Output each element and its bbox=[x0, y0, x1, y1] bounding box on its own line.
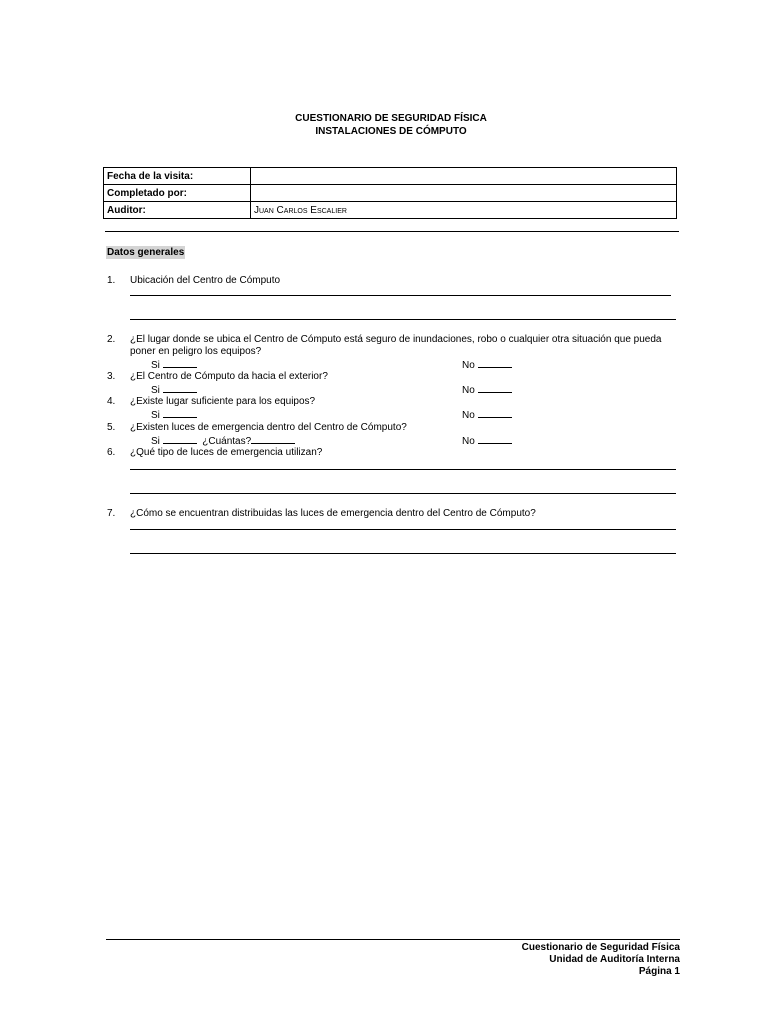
section-title: Datos generales bbox=[107, 247, 185, 258]
si-label: Si bbox=[151, 436, 160, 447]
question-text: ¿El lugar donde se ubica el Centro de Cómputo está seguro de inundaciones, robo o cualquier otra situación que pueda bbox=[130, 334, 662, 345]
document-title-line1: CUESTIONARIO DE SEGURIDAD FÍSICA bbox=[295, 113, 487, 124]
question-text: ¿Existe lugar suficiente para los equipos? bbox=[130, 396, 316, 407]
completed-by-label: Completado por: bbox=[104, 185, 251, 202]
footer-divider bbox=[106, 939, 680, 940]
document-title-line2: INSTALACIONES DE CÓMPUTO bbox=[315, 126, 467, 137]
question-number: 3. bbox=[107, 371, 116, 382]
answer-line[interactable] bbox=[130, 529, 676, 530]
si-blank[interactable] bbox=[163, 408, 197, 418]
answer-no[interactable] bbox=[462, 383, 512, 397]
footer-document-name: Cuestionario de Seguridad Física bbox=[521, 942, 680, 953]
table-row bbox=[104, 202, 677, 219]
table-row bbox=[104, 168, 677, 185]
no-blank[interactable] bbox=[478, 383, 512, 393]
table-row bbox=[104, 185, 677, 202]
si-label: Si bbox=[151, 360, 160, 371]
visit-info-table bbox=[103, 167, 677, 219]
answer-line[interactable] bbox=[130, 553, 676, 554]
no-blank[interactable] bbox=[478, 408, 512, 418]
si-blank[interactable] bbox=[163, 383, 197, 393]
question-text: Ubicación del Centro de Cómputo bbox=[130, 275, 281, 286]
question-text: ¿El Centro de Cómputo da hacia el exterior? bbox=[130, 371, 328, 382]
no-label: No bbox=[462, 385, 475, 396]
answer-line[interactable] bbox=[130, 319, 676, 320]
answer-no[interactable] bbox=[462, 358, 512, 372]
si-label: Si bbox=[151, 385, 160, 396]
question-number: 7. bbox=[107, 508, 116, 519]
question-number: 6. bbox=[107, 447, 116, 458]
header-divider bbox=[105, 231, 679, 232]
visit-date-label: Fecha de la visita: bbox=[104, 168, 251, 185]
question-text: ¿Existen luces de emergencia dentro del Centro de Cómputo? bbox=[130, 422, 407, 433]
answer-line[interactable] bbox=[130, 493, 676, 494]
auditor-label: Auditor: bbox=[104, 202, 251, 219]
answer-no[interactable] bbox=[462, 408, 512, 422]
cuantas-label: ¿Cuántas? bbox=[202, 436, 252, 447]
answer-si-cuantas[interactable] bbox=[151, 434, 295, 448]
question-number: 1. bbox=[107, 275, 116, 286]
no-label: No bbox=[462, 360, 475, 371]
no-blank[interactable] bbox=[478, 434, 512, 444]
question-number: 4. bbox=[107, 396, 116, 407]
no-blank[interactable] bbox=[478, 358, 512, 368]
footer-page-number: Página 1 bbox=[638, 966, 680, 977]
footer-unit-name: Unidad de Auditoría Interna bbox=[549, 954, 680, 965]
question-number: 2. bbox=[107, 334, 116, 345]
answer-line[interactable] bbox=[130, 469, 676, 470]
si-blank[interactable] bbox=[163, 358, 197, 368]
answer-no[interactable] bbox=[462, 434, 512, 448]
question-text: ¿Qué tipo de luces de emergencia utilizan? bbox=[130, 447, 323, 458]
visit-date-value[interactable] bbox=[251, 168, 677, 185]
completed-by-value[interactable] bbox=[251, 185, 677, 202]
answer-si[interactable] bbox=[151, 358, 197, 372]
question-text-continued: poner en peligro los equipos? bbox=[130, 346, 262, 357]
auditor-value[interactable]: Juan Carlos Escalier bbox=[251, 202, 677, 219]
si-blank[interactable] bbox=[163, 434, 197, 444]
si-label: Si bbox=[151, 410, 160, 421]
cuantas-blank[interactable] bbox=[251, 434, 295, 444]
no-label: No bbox=[462, 410, 475, 421]
no-label: No bbox=[462, 436, 475, 447]
answer-si[interactable] bbox=[151, 383, 197, 397]
question-number: 5. bbox=[107, 422, 116, 433]
answer-line[interactable] bbox=[130, 295, 671, 296]
question-text: ¿Cómo se encuentran distribuidas las luces de emergencia dentro del Centro de Cómputo? bbox=[130, 508, 536, 519]
answer-si[interactable] bbox=[151, 408, 197, 422]
